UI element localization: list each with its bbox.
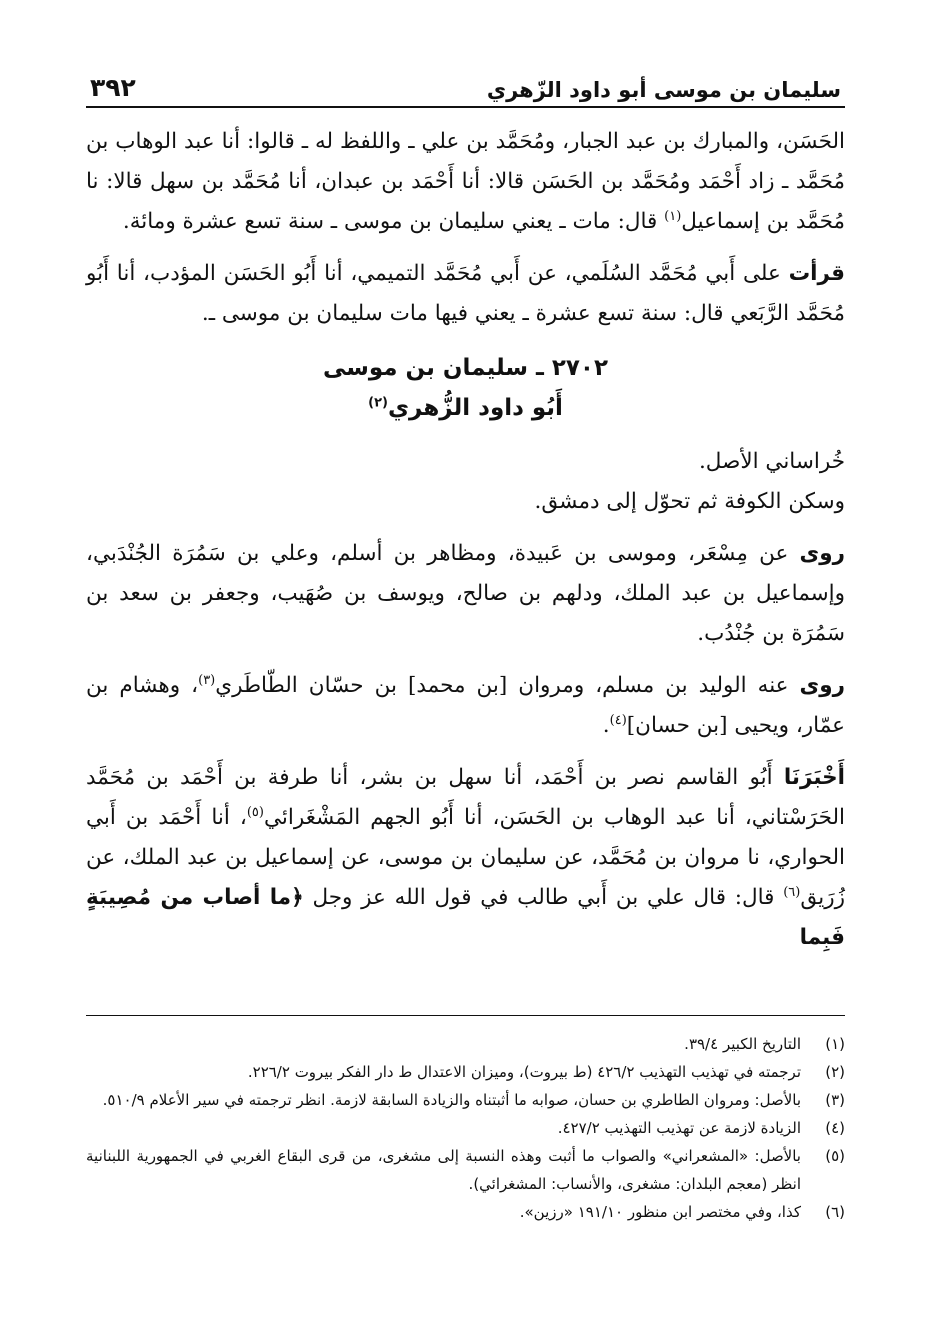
footnote — [86, 1086, 845, 1114]
paragraph-text: أَبُو القاسم نصر بن أَحْمَد، أنا سهل بن بشر، أنا طرفة بن أَحْمَد بن مُحَمَّد الحَرَسْتاني، أنا عبد الوهاب بن الحَسَن، أنا أَبُو الجهم المَشْغَرائي — [86, 765, 845, 830]
paragraph-text: . — [602, 713, 610, 738]
main-text — [86, 122, 845, 958]
paragraph-text: عنه الوليد بن مسلم، ومروان [بن محمد] بن حسّان الطّاطَري — [215, 673, 800, 698]
page-header — [86, 50, 845, 108]
paragraph-1 — [86, 122, 845, 242]
entry-title: ٢٧٠٢ ـ سليمان بن موسى — [322, 355, 608, 381]
footnote-number: (٥) — [825, 1147, 845, 1165]
keyword: روى — [799, 541, 845, 566]
paragraph-text: عن مِسْعَر، وموسى بن عَبيدة، ومظاهر بن أسلم، وعلي بن سَمُرَة الجُنْدَبي، وإسماعيل بن عبد الملك، ودلهم بن صالح، ويوسف بن صُهَيب، وجعفر بن سعد بن سَمُرَة بن جُنْدُب. — [86, 541, 845, 646]
footnote — [86, 1058, 845, 1086]
footnote-number: (١) — [825, 1035, 845, 1053]
footnote-number: (٢) — [825, 1063, 845, 1081]
keyword: أَخْبَرَنَا — [783, 765, 845, 790]
footnote-text: بالأصل: ومروان الطاطري بن حسان، صوابه ما أثبتناه والزيادة السابقة لازمة. انظر ترجمته في سير الأعلام ٥١٠/٩. — [102, 1091, 801, 1109]
footnote-text: الزيادة لازمة عن تهذيب التهذيب ٤٢٧/٢. — [557, 1119, 801, 1137]
page-number: ٣٩٢ — [90, 73, 136, 102]
footnote-ref: (٥) — [246, 804, 264, 820]
paragraph-text: ، أنا أَحْمَد بن أَبي الحواري، نا مروان بن مُحَمَّد، عن سليمان بن موسى، عن إسماعيل بن عبد الملك، عن زُرَيق — [86, 805, 846, 910]
footnote-text: التاريخ الكبير ٣٩/٤. — [684, 1035, 801, 1053]
footnote-number: (٤) — [825, 1119, 845, 1137]
quran-quote: ﴿ما أصاب من مُصِيبَةٍ فَبِما — [86, 885, 845, 950]
footnote-number: (٣) — [825, 1091, 845, 1109]
footnote — [86, 1030, 845, 1058]
footnote — [86, 1114, 845, 1142]
footnote — [86, 1142, 845, 1198]
paragraph-4: وسكن الكوفة ثم تحوّل إلى دمشق. — [534, 489, 845, 514]
entry-heading — [86, 348, 845, 428]
footnote-ref: (٤) — [609, 712, 627, 728]
paragraph-text: قال: قال علي بن أَبي طالب في قول الله عز وجل — [303, 885, 784, 910]
footnote-text: ترجمته في تهذيب التهذيب ٤٢٦/٢ (ط بيروت)، وميزان الاعتدال ط دار الفكر بيروت ٢٢٦/٢. — [247, 1063, 801, 1081]
paragraph-text: ، وهشام بن عمّار، ويحيى [بن حسان] — [86, 673, 845, 738]
footnote-ref: (٦) — [783, 884, 801, 900]
footnote-ref: (١) — [664, 208, 682, 224]
paragraph-7 — [86, 758, 845, 958]
entry-subtitle-line — [86, 388, 845, 428]
entry-subtitle: أَبُو داود الزُّهري — [387, 395, 563, 421]
footnote-number: (٦) — [825, 1203, 845, 1221]
paragraph-text: الحَسَن، والمبارك بن عبد الجبار، ومُحَمَّد بن علي ـ واللفظ له ـ قالوا: أنا عبد الوهاب بن مُحَمَّد ـ زاد أَحْمَد ومُحَمَّد بن الحَسَن قالا: أنا أَحْمَد بن عبدان، أنا مُحَمَّد بن سهل قالا: نا مُحَمَّد بن إسماعيل — [86, 129, 845, 234]
footnote-ref: (٢) — [368, 395, 388, 411]
footnote-ref: (٣) — [198, 672, 216, 688]
paragraph-6 — [86, 666, 845, 746]
paragraph-text: على أَبي مُحَمَّد السُلَمي، عن أَبي مُحَمَّد التميمي، أنا أَبُو الحَسَن المؤدب، أنا أَبُو مُحَمَّد الرَّبَعي قال: سنة تسع عشرة ـ يعني فيها مات سليمان بن موسى ـ. — [86, 261, 845, 326]
footnotes — [86, 1015, 845, 1226]
paragraph-3: خُراساني الأصل. — [698, 449, 845, 474]
keyword: روى — [799, 673, 845, 698]
footnote — [86, 1198, 845, 1226]
running-title: سليمان بن موسى أبو داود الزّهري — [486, 78, 841, 102]
footnote-text: بالأصل: «المشعراني» والصواب ما أثبت وهذه النسبة إلى مشغرى، من قرى البقاع الغربي في الجمهورية اللبنانية انظر (معجم البلدان: مشغرى، والأنساب: المشغرائي). — [86, 1147, 801, 1193]
keyword: قرأت — [788, 261, 845, 286]
footnote-text: كذا، وفي مختصر ابن منظور ١٩١/١٠ «رزين». — [519, 1203, 801, 1221]
paragraph-text: قال: مات ـ يعني سليمان بن موسى ـ سنة تسع عشرة ومائة. — [122, 209, 665, 234]
paragraph-5 — [86, 534, 845, 654]
paragraph-2 — [86, 254, 845, 334]
